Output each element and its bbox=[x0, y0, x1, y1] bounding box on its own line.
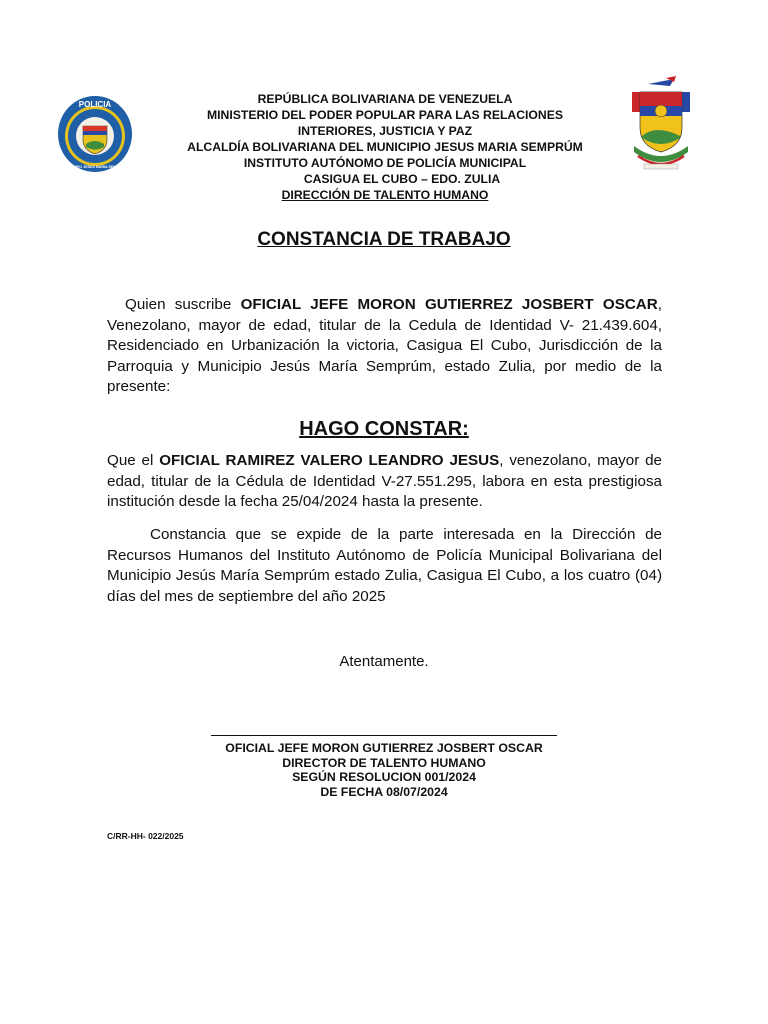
header-department: DIRECCIÓN DE TALENTO HUMANO bbox=[281, 188, 489, 202]
signature-date: DE FECHA 08/07/2024 bbox=[320, 784, 448, 799]
declaration-pre: Que el bbox=[107, 452, 160, 469]
declaration-heading: HAGO CONSTAR: bbox=[299, 418, 469, 440]
intro-pre: Quien suscribe bbox=[125, 296, 241, 313]
badge-ring-text: MUNICIPIO JESUS MARIA SEMPRUM bbox=[63, 165, 127, 169]
signature-resolution: SEGÚN RESOLUCION 001/2024 bbox=[292, 770, 476, 784]
intro-post: , Venezolano, mayor de edad, titular de la Cedula de Identidad V- 21.439.604, Residenciado en Urbanización la victoria, Casigua El Cubo, Jurisdicción de la Parroquia y Municipio Jesús María Semprúm, estado Zulia, por medio de la presente: bbox=[107, 296, 662, 395]
signature-block bbox=[150, 741, 618, 799]
declaration-paragraph bbox=[107, 451, 662, 513]
header-line: REPÚBLICA BOLIVARIANA DE VENEZUELA bbox=[257, 92, 513, 106]
signature-line bbox=[211, 735, 557, 736]
coat-of-arms-logo bbox=[626, 76, 696, 176]
employee-name: OFICIAL RAMIREZ VALERO LEANDRO JESUS bbox=[159, 452, 500, 469]
badge-top-text: POLICIA bbox=[78, 100, 112, 109]
signature-role: DIRECTOR DE TALENTO HUMANO bbox=[282, 755, 486, 770]
header-line: INTERIORES, JUSTICIA Y PAZ bbox=[297, 124, 473, 138]
reference-code: C/RR-HH- 022/2025 bbox=[107, 831, 184, 841]
issuance-paragraph: Constancia que se expide de la parte interesada en la Dirección de Recursos Humanos del Instituto Autónomo de Policía Municipal Bolivariana del Municipio Jesús María Semprúm estado Zulia, Casigua El Cubo, a los cuatro (04) días del mes de septiembre del año 2025 bbox=[107, 526, 662, 605]
header-line: MINISTERIO DEL PODER POPULAR PARA LAS RELACIONES bbox=[207, 108, 563, 122]
signer-name: OFICIAL JEFE MORON GUTIERREZ JOSBERT OSCAR bbox=[240, 296, 658, 313]
letterhead bbox=[150, 91, 620, 203]
closing-text: Atentamente. bbox=[339, 653, 429, 670]
police-badge-logo bbox=[56, 94, 134, 174]
header-line: ALCALDÍA BOLIVARIANA DEL MUNICIPIO JESUS MARIA SEMPRÚM bbox=[187, 140, 583, 154]
document-title: CONSTANCIA DE TRABAJO bbox=[257, 229, 511, 250]
signature-name: OFICIAL JEFE MORON GUTIERREZ JOSBERT OSCAR bbox=[225, 741, 543, 755]
header-line: INSTITUTO AUTÓNOMO DE POLICÍA MUNICIPAL bbox=[243, 156, 527, 170]
header-line: CASIGUA EL CUBO – EDO. ZULIA bbox=[303, 172, 501, 186]
intro-paragraph bbox=[107, 295, 662, 398]
declaration-post: , venezolano, mayor de edad, titular de la Cédula de Identidad V-27.551.295, labora en esta prestigiosa institución desde la fecha 25/04/2024 hasta la presente. bbox=[107, 452, 662, 510]
